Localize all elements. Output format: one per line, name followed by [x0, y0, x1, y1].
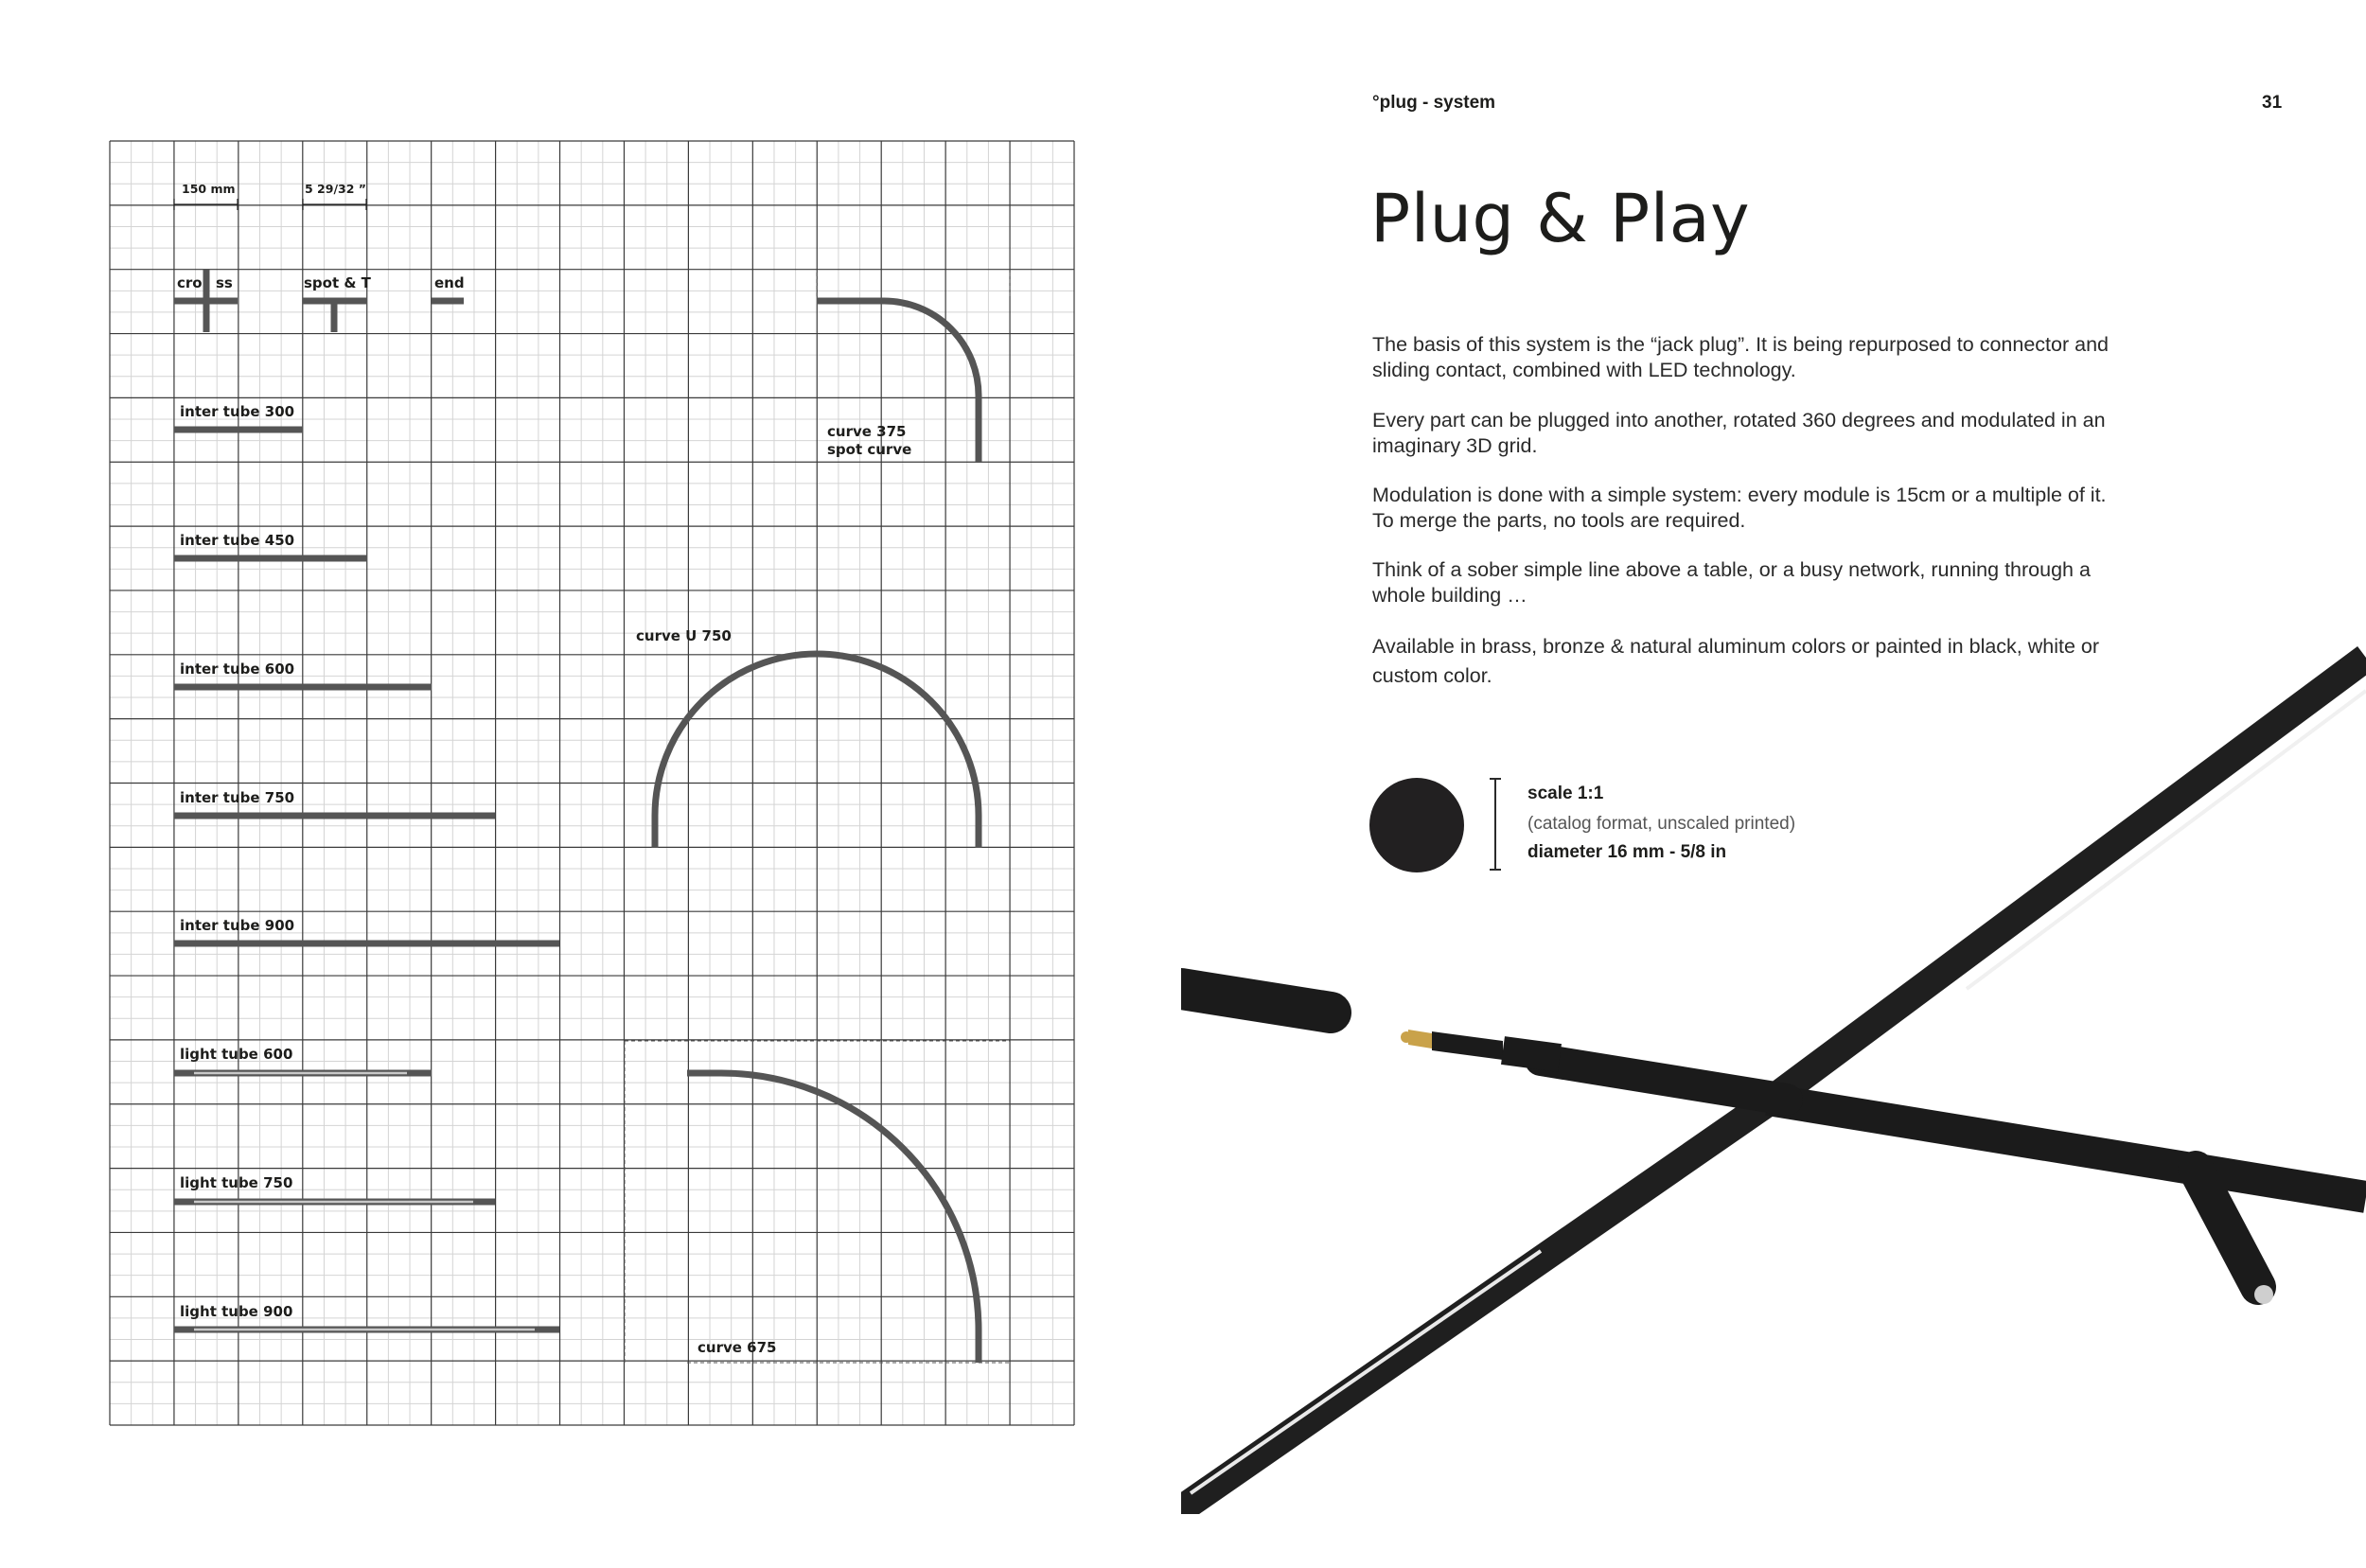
scale-title: scale 1:1	[1527, 784, 1604, 803]
page-title: Plug & Play	[1370, 180, 1751, 257]
label-spot-curve: spot curve	[827, 441, 912, 458]
jack-plug-icon	[1401, 1030, 1560, 1060]
page-number: 31	[2262, 93, 2283, 113]
paragraph-4: Think of a sober simple line above a table, or a busy network, running through a whole building …	[1372, 558, 2091, 607]
label-inter-600: inter tube 600	[180, 661, 295, 678]
label-spot-t: spot & T	[304, 274, 371, 291]
paragraph-1: The basis of this system is the “jack plug”. It is being repurposed to connector and sliding contact, combined with LED technology.	[1372, 333, 2109, 381]
paragraph-5: Available in brass, bronze & natural aluminum colors or painted in black, white or custom color.	[1372, 635, 2100, 687]
label-inter-900: inter tube 900	[180, 917, 295, 934]
scale-note: (catalog format, unscaled printed)	[1527, 814, 1796, 834]
scale-diameter: diameter 16 mm - 5/8 in	[1527, 842, 1727, 862]
label-curve-u750: curve U 750	[636, 627, 732, 644]
label-cross-b: ss	[216, 274, 233, 291]
label-inter-300: inter tube 300	[180, 403, 295, 420]
short-tube-left	[1181, 989, 1331, 1013]
label-inter-750: inter tube 750	[180, 789, 295, 806]
label-inter-450: inter tube 450	[180, 532, 295, 549]
label-light-600: light tube 600	[180, 1046, 293, 1063]
dimension-markers	[174, 199, 366, 210]
product-photo	[1181, 568, 2366, 1514]
grid-major-lines	[110, 141, 1074, 1425]
label-curve-375: curve 375	[827, 423, 907, 440]
label-light-750: light tube 750	[180, 1174, 293, 1191]
label-end: end	[434, 274, 465, 291]
label-curve-675: curve 675	[697, 1339, 777, 1356]
label-light-900: light tube 900	[180, 1303, 293, 1320]
label-cross-a: cro	[177, 274, 203, 291]
paragraph-3: Modulation is done with a simple system: every module is 15cm or a multiple of it. To merge the parts, no tools are required.	[1372, 484, 2107, 532]
paragraph-2: Every part can be plugged into another, rotated 360 degrees and modulated in an imaginary 3D grid.	[1372, 409, 2106, 457]
dimension-imperial: 5 29/32 ”	[305, 182, 366, 196]
dimension-metric: 150 mm	[182, 182, 236, 196]
section-header: °plug - system	[1372, 93, 1496, 113]
